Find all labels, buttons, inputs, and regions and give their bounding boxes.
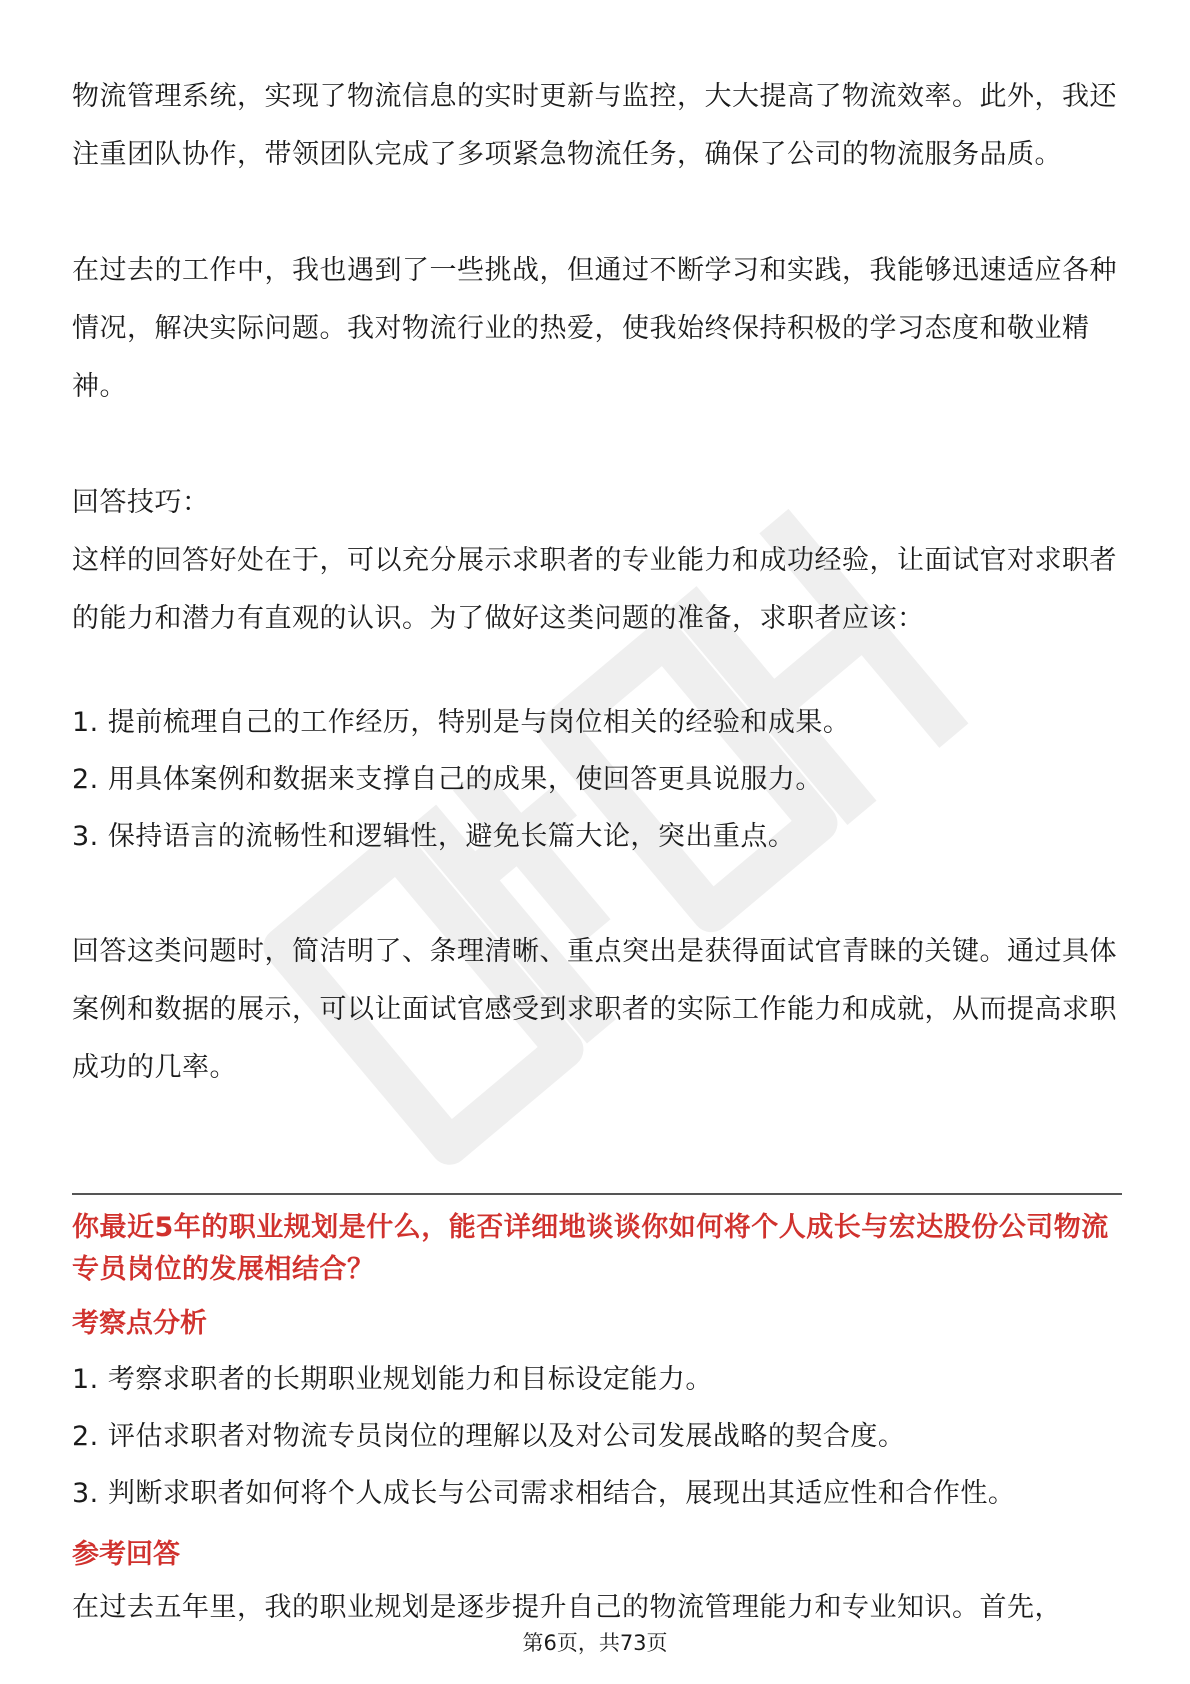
paragraph-3: 回答这类问题时，简洁明了、条理清晰、重点突出是获得面试官青睐的关键。通过具体案例和数据的展示，可以让面试官感受到求职者的实际工作能力和成就，从而提高求职成功的几率。 bbox=[72, 936, 1117, 1083]
tips-list-item-3: 3. 保持语言的流畅性和逻辑性，避免长篇大论，突出重点。 bbox=[72, 821, 796, 852]
paragraph-1: 物流管理系统，实现了物流信息的实时更新与监控，大大提高了物流效率。此外，我还注重团队协作，带领团队完成了多项紧急物流任务，确保了公司的物流服务品质。 bbox=[72, 81, 1117, 170]
section-divider bbox=[72, 1193, 1122, 1195]
analysis-item-2: 2. 评估求职者对物流专员岗位的理解以及对公司发展战略的契合度。 bbox=[72, 1421, 906, 1452]
question-title: 你最近5年的职业规划是什么，能否详细地谈谈你如何将个人成长与宏达股份公司物流专员岗位的发展相结合？ bbox=[72, 1212, 1109, 1285]
paragraph-2: 在过去的工作中，我也遇到了一些挑战，但通过不断学习和实践，我能够迅速适应各种情况，解决实际问题。我对物流行业的热爱，使我始终保持积极的学习态度和敬业精神。 bbox=[72, 255, 1117, 402]
main-content bbox=[72, 68, 1122, 1097]
tips-label: 回答技巧： bbox=[72, 487, 210, 518]
answer-first-line: 在过去五年里，我的职业规划是逐步提升自己的物流管理能力和专业知识。首先， bbox=[72, 1592, 1062, 1623]
tips-list-item-1: 1. 提前梳理自己的工作经历，特别是与岗位相关的经验和成果。 bbox=[72, 707, 851, 738]
analysis-heading: 考察点分析 bbox=[72, 1308, 207, 1339]
page-number: 第6页，共73页 bbox=[522, 1631, 668, 1655]
tips-intro: 这样的回答好处在于，可以充分展示求职者的专业能力和成功经验，让面试官对求职者的能力和潜力有直观的认识。为了做好这类问题的准备，求职者应该： bbox=[72, 545, 1117, 634]
answer-heading: 参考回答 bbox=[72, 1539, 180, 1570]
analysis-item-1: 1. 考察求职者的长期职业规划能力和目标设定能力。 bbox=[72, 1364, 713, 1395]
analysis-item-3: 3. 判断求职者如何将个人成长与公司需求相结合，展现出其适应性和合作性。 bbox=[72, 1478, 1016, 1509]
tips-list-item-2: 2. 用具体案例和数据来支撑自己的成果，使回答更具说服力。 bbox=[72, 764, 823, 795]
